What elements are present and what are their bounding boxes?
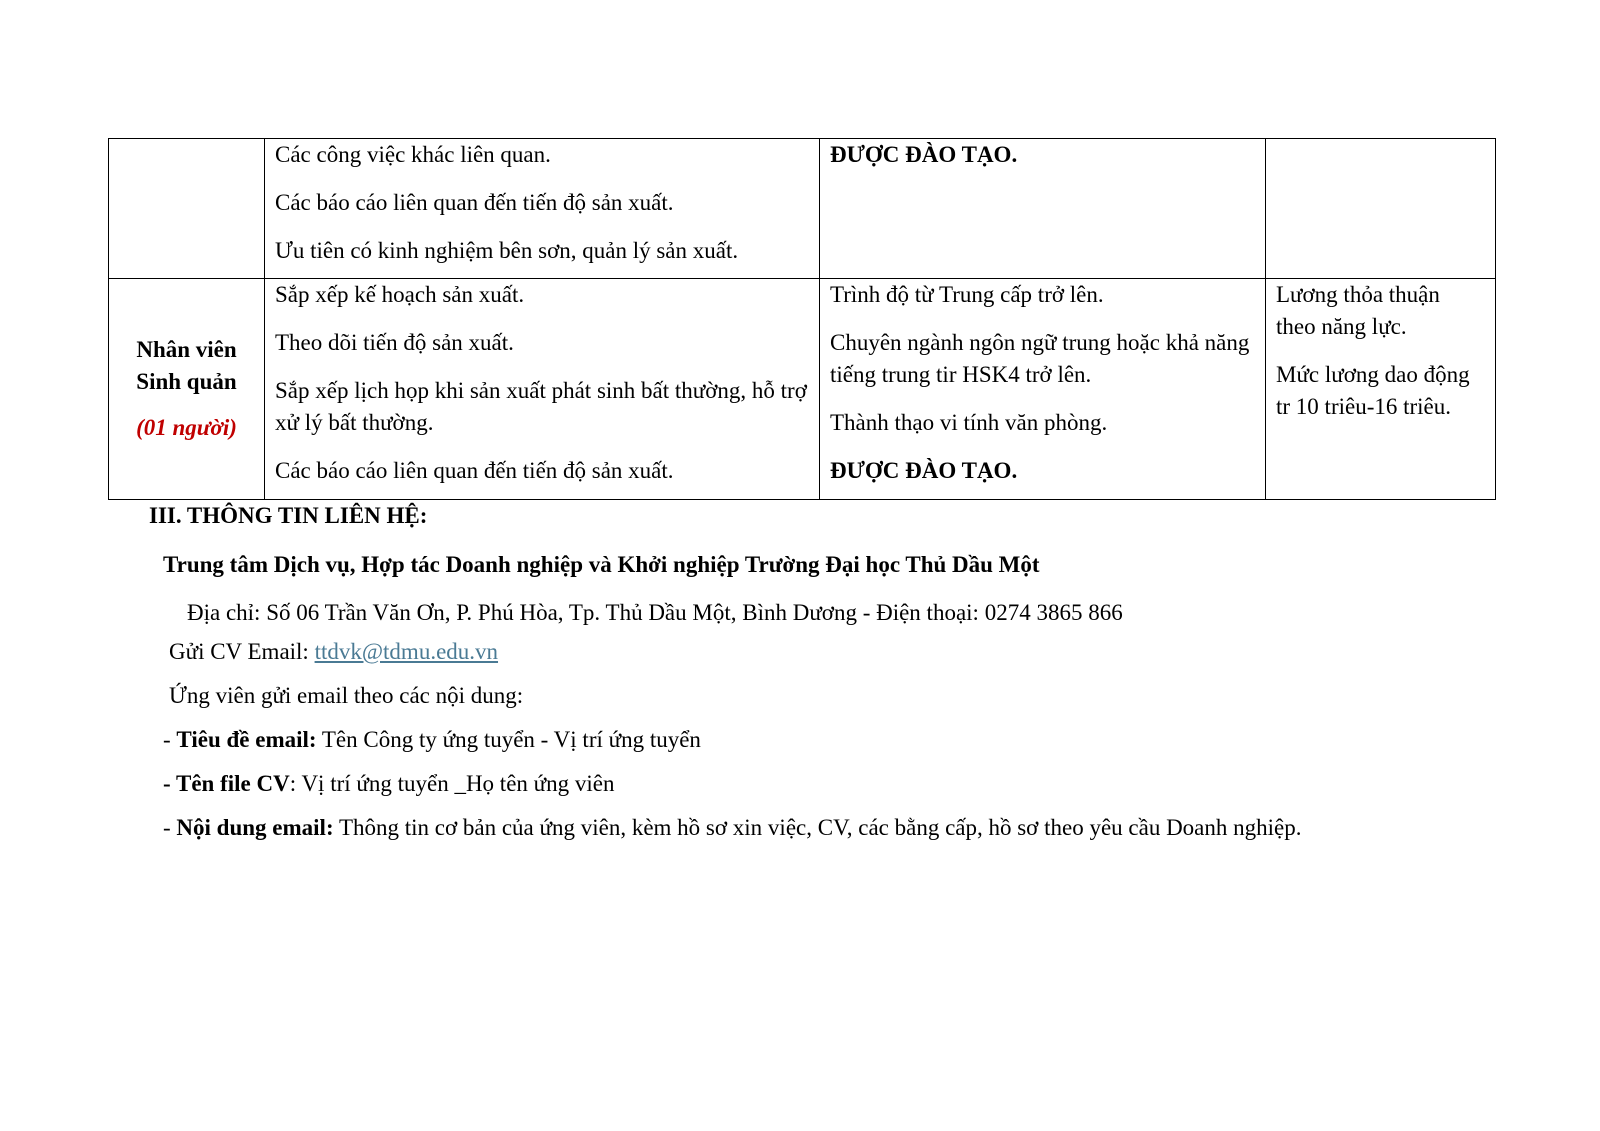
- salary-cell: [1266, 279, 1496, 500]
- organization-name: Trung tâm Dịch vụ, Hợp tác Doanh nghiệp và Khởi nghiệp Trường Đại học Thủ Dầu Một: [163, 552, 1040, 577]
- instruction-item: [163, 724, 701, 756]
- item-label: Tiêu đề email:: [176, 727, 317, 752]
- duty-item: Các báo cáo liên quan đến tiến độ sản xuất.: [275, 458, 674, 483]
- email-link[interactable]: ttdvk@tdmu.edu.vn: [314, 639, 499, 664]
- address-line: Địa chỉ: Số 06 Trần Văn Ơn, P. Phú Hòa, Tp. Thủ Dầu Một, Bình Dương - Điện thoại: 0274 3865 866: [187, 600, 1123, 625]
- duty-item: Các công việc khác liên quan.: [275, 142, 551, 167]
- position-cell: [109, 279, 265, 500]
- email-label: Gửi CV Email:: [169, 639, 315, 664]
- item-text: : Vị trí ứng tuyển _Họ tên ứng viên: [289, 771, 615, 796]
- item-label: Tên file CV: [176, 771, 290, 796]
- requirement-item: Trình độ từ Trung cấp trở lên.: [830, 282, 1104, 307]
- email-line: [169, 636, 498, 668]
- position-title: Nhân viên: [136, 337, 237, 362]
- duties-cell: [265, 139, 820, 279]
- requirement-item: ĐƯỢC ĐÀO TẠO.: [830, 142, 1018, 167]
- position-cell: [109, 139, 265, 279]
- duties-cell: [265, 279, 820, 500]
- table-row: [109, 139, 1496, 279]
- item-prefix: -: [163, 771, 176, 796]
- salary-cell: [1266, 139, 1496, 279]
- instruction-item: [163, 768, 614, 800]
- item-label: Nội dung email:: [176, 815, 334, 840]
- contact-heading: III. THÔNG TIN LIÊN HỆ:: [149, 503, 428, 528]
- salary-item: Lương thỏa thuận theo năng lực.: [1276, 282, 1440, 339]
- requirement-item: ĐƯỢC ĐÀO TẠO.: [830, 458, 1018, 483]
- item-prefix: -: [163, 815, 177, 840]
- duty-item: Sắp xếp kế hoạch sản xuất.: [275, 282, 525, 307]
- instruction-line: Ứng viên gửi email theo các nội dung:: [169, 683, 524, 708]
- requirements-cell: [820, 139, 1266, 279]
- item-prefix: -: [163, 727, 177, 752]
- position-count: (01 người): [136, 415, 237, 440]
- requirements-cell: [820, 279, 1266, 500]
- table-row: [109, 279, 1496, 500]
- duty-item: Các báo cáo liên quan đến tiến độ sản xuất.: [275, 190, 674, 215]
- job-table: [108, 138, 1496, 500]
- duty-item: Sắp xếp lịch họp khi sản xuất phát sinh bất thường, hỗ trợ xử lý bất thường.: [275, 378, 807, 435]
- item-text: Tên Công ty ứng tuyển - Vị trí ứng tuyển: [316, 727, 701, 752]
- item-text: Thông tin cơ bản của ứng viên, kèm hồ sơ xin việc, CV, các bằng cấp, hồ sơ theo yêu cầu Doanh nghiệp.: [333, 815, 1302, 840]
- requirement-item: Chuyên ngành ngôn ngữ trung hoặc khả năng tiếng trung tir HSK4 trở lên.: [830, 330, 1250, 387]
- requirement-item: Thành thạo vi tính văn phòng.: [830, 410, 1108, 435]
- instruction-item: [163, 812, 1302, 844]
- duty-item: Ưu tiên có kinh nghiệm bên sơn, quản lý sản xuất.: [275, 238, 739, 263]
- salary-item: Mức lương dao động tr 10 triêu-16 triêu.: [1276, 362, 1470, 419]
- position-title: Sinh quản: [136, 369, 237, 394]
- duty-item: Theo dõi tiến độ sản xuất.: [275, 330, 514, 355]
